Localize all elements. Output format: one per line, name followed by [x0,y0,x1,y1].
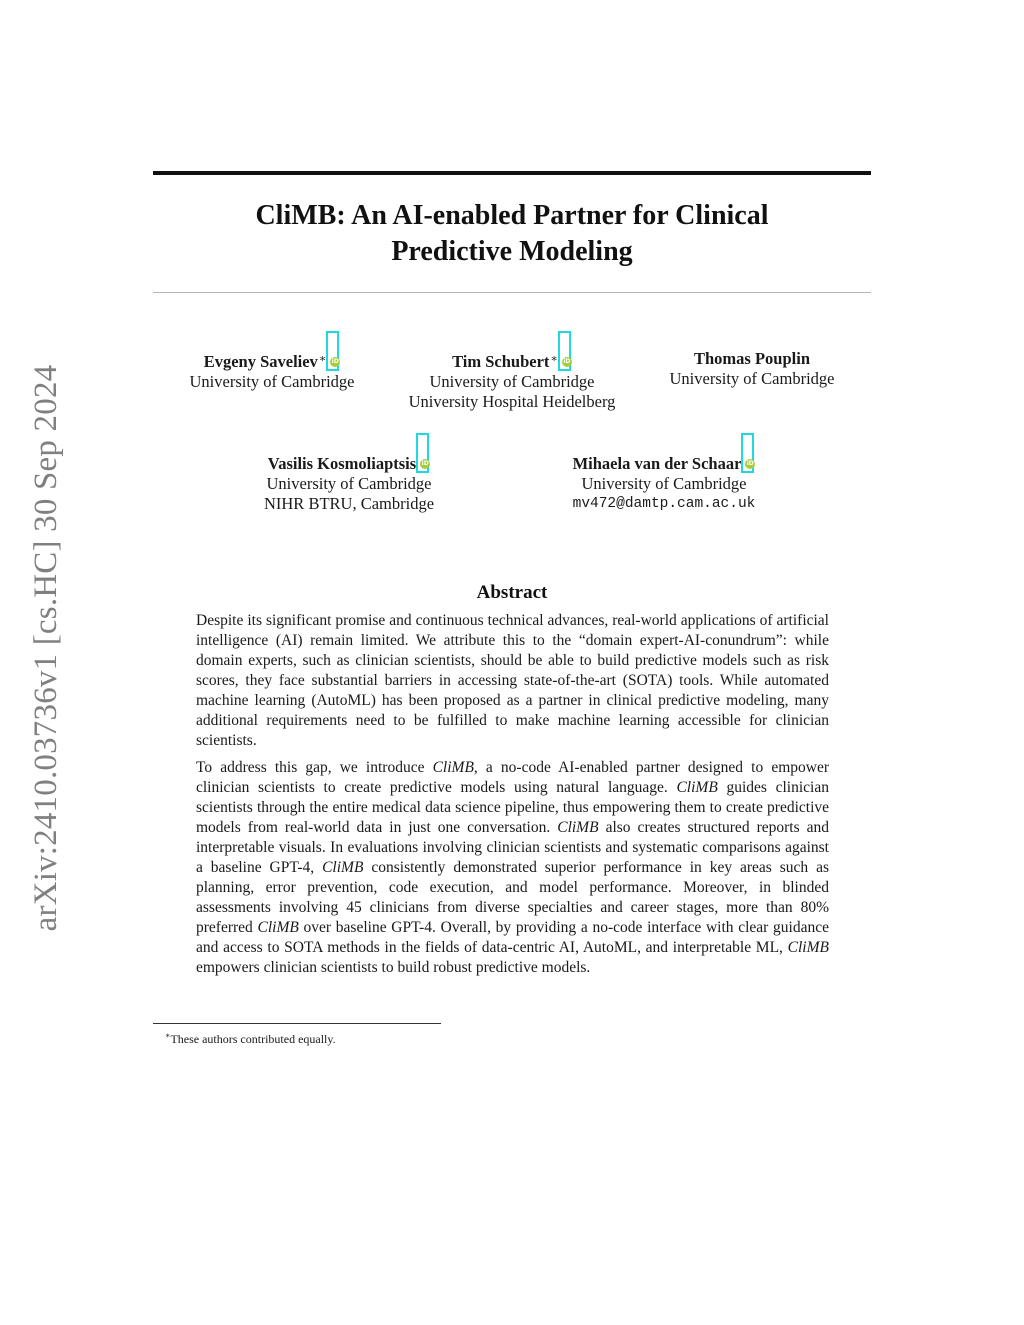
abstract-text-run: To address this gap, we introduce [196,759,433,776]
footnote-text: These authors contributed equally. [170,1032,336,1046]
title-line-2: Predictive Modeling [391,236,633,267]
author-affiliation: University of Cambridge [266,474,432,493]
orcid-link[interactable] [562,356,572,368]
equal-contribution-mark: ∗ [318,353,327,365]
abstract-text-run: , a no-code AI-enabled partner designed to empower clinician scientists to create predictive models using natural language. [196,759,829,796]
abstract-heading: Abstract [476,582,548,603]
orcid-icon: iD [746,460,754,467]
author-van-der-schaar [548,454,780,514]
orcid-icon: iD [563,358,571,365]
climb-name: CliMB [257,919,299,936]
arxiv-identifier: arXiv:2410.03736v1 [cs.HC] 30 Sep 2024 [28,364,64,932]
author-saveliev [172,349,372,392]
author-email[interactable]: mv472@damtp.cam.ac.uk [572,496,756,512]
climb-name: CliMB [676,779,718,796]
author-affiliation: University of Cambridge [189,372,355,391]
author-name: Mihaela van der Schaar [572,454,742,473]
author-affiliation: University of Cambridge [581,474,747,493]
paper-title [153,198,871,270]
footnote-mark: ∗ [165,1031,171,1040]
climb-name: CliMB [557,819,599,836]
abstract-text-run: consistently demonstrated superior performance in key areas such as planning, error prevention, code execution, and model performance. Moreover, in blinded assessments involving 45 clinicians from diverse specialties and career stages, more than 80% preferred [196,859,830,936]
orcid-link[interactable] [745,458,755,470]
abstract-body [196,611,829,985]
footnote [165,1028,665,1047]
author-affiliation: University of Cambridge [669,369,835,388]
orcid-link[interactable] [420,458,430,470]
abstract-text-run: also creates structured reports and interpretable visuals. In evaluations involving clinician scientists and systematic comparisons against a baseline GPT-4, [196,819,829,876]
orcid-icon: iD [421,460,429,467]
climb-name: CliMB [432,759,474,776]
author-pouplin [652,349,852,389]
author-name: Thomas Pouplin [694,349,810,368]
equal-contribution-mark: ∗ [550,353,558,365]
author-schubert [392,349,632,412]
climb-name: CliMB [787,939,829,956]
abstract-text-run: over baseline GPT-4. Overall, by providing a no-code interface with clear guidance and access to SOTA methods in the fields of data-centric AI, AutoML, and interpretable ML, [196,919,829,956]
author-name: Vasilis Kosmoliaptsis [267,454,417,473]
title-line-1: CliMB: An AI-enabled Partner for Clinical [255,200,769,231]
author-affiliation: University Hospital Heidelberg [408,392,616,411]
abstract-text-run: empowers clinician scientists to build robust predictive models. [196,959,591,976]
footnote-rule [153,1023,441,1024]
author-name: Tim Schubert [452,352,550,371]
title-bottom-rule [153,292,871,293]
author-affiliation: NIHR BTRU, Cambridge [263,494,435,513]
author-affiliation: University of Cambridge [429,372,595,391]
title-top-rule [153,171,871,175]
author-name: Evgeny Saveliev [203,352,318,371]
author-kosmoliaptsis [238,454,460,514]
orcid-link[interactable] [330,356,340,368]
orcid-icon: iD [331,358,339,365]
abstract-paragraph-1: Despite its significant promise and continuous technical advances, real-world applications of artificial intelligence (AI) remain limited. We attribute this to the “domain expert-AI-conundrum”: while domain experts, such as clinician scientists, should be able to build predictive models such as risk scores, they face substantial barriers in accessing state-of-the-art (SOTA) tools. While automated machine learning (AutoML) has been proposed as a partner in clinical predictive modeling, many additional requirements need to be fulfilled to make machine learning accessible for clinician scientists. [196,612,829,749]
abstract-text-run: guides clinician scientists through the entire medical data science pipeline, thus empowering them to create predictive models from real-world data in just one conversation. [196,779,829,836]
climb-name: CliMB [322,859,364,876]
abstract-paragraph-2 [196,758,829,978]
